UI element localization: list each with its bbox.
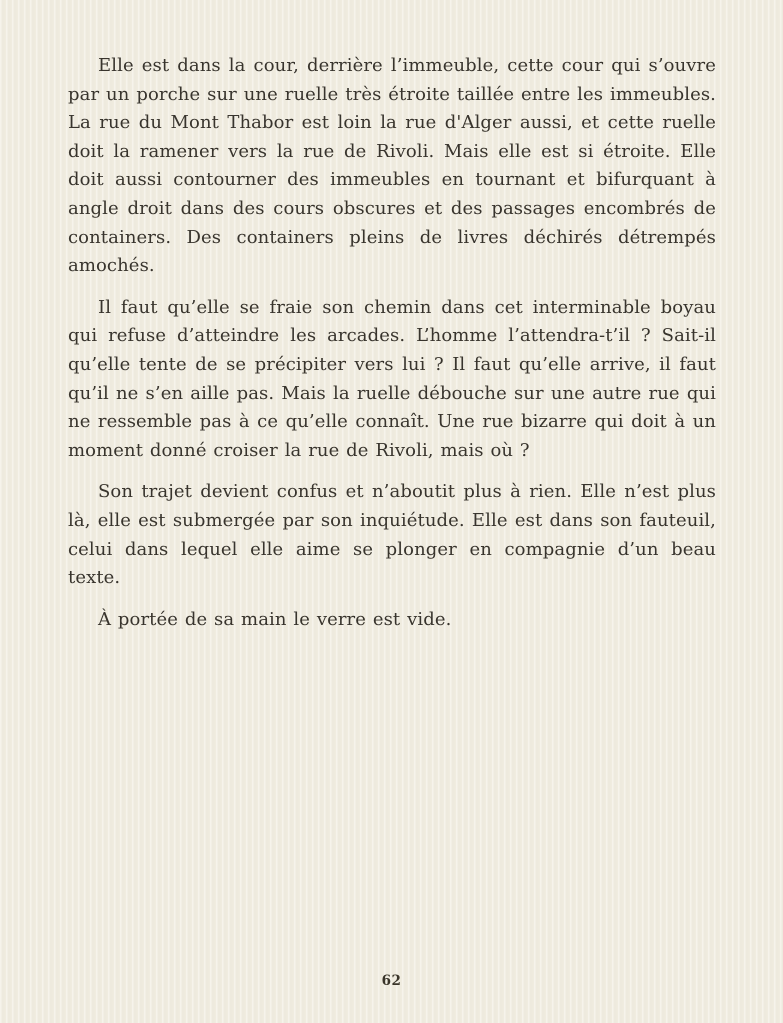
paragraph-4: À portée de sa main le verre est vide. [98, 608, 452, 630]
page-number: 62 [381, 973, 402, 989]
body-text [68, 52, 716, 634]
paragraph-2: Il faut qu’elle se fraie son chemin dans cet interminable boyau qui refuse d’atteindre les arcades. L’homme l’attendra-t’il ? Sait-il qu’elle tente de se précipiter vers lui ? Il faut qu’elle arrive, il faut qu’il ne s’en aille pas. Mais la ruelle débouche sur une autre rue qui ne ressemble pas à ce qu’elle connaît. Une rue bizarre qui doit à un moment donné croiser la rue de Rivoli, mais où ? [68, 296, 716, 461]
paragraph-3: Son trajet devient confus et n’aboutit plus à rien. Elle n’est plus là, elle est submergée par son inquiétude. Elle est dans son fauteuil, celui dans lequel elle aime se plonger en compagnie d’un beau texte. [68, 481, 716, 589]
paragraph-1: Elle est dans la cour, derrière l’immeuble, cette cour qui s’ouvre par un porche sur une ruelle très étroite taillée entre les immeubles. La rue du Mont Thabor est loin la rue d'Alger aussi, et cette ruelle doit la ramener vers la rue de Rivoli. Mais elle est si étroite. Elle doit aussi contourner des immeubles en tournant et bifurquant à angle droit dans des cours obscures et des passages encombrés de containers. Des containers pleins de livres déchirés détrempés amochés. [68, 55, 716, 277]
